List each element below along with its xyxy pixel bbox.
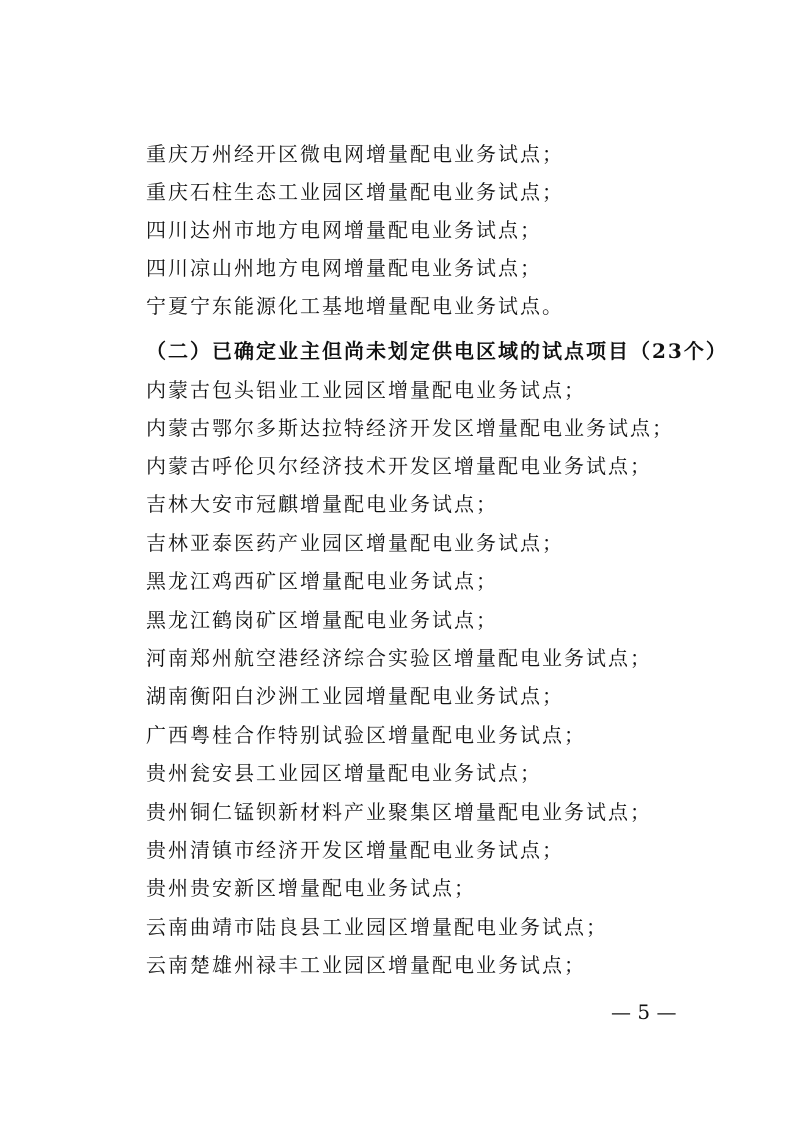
pilot-list-item: 内蒙古呼伦贝尔经济技术开发区增量配电业务试点； [146,454,652,478]
pilot-list-item: 湖南衡阳白沙洲工业园增量配电业务试点； [146,684,564,708]
pilot-list-item: 四川达州市地方电网增量配电业务试点； [146,218,542,242]
pilot-list-item: 宁夏宁东能源化工基地增量配电业务试点。 [146,294,564,318]
page-number: — 5 — [611,1000,677,1024]
pilot-list-item: 四川凉山州地方电网增量配电业务试点； [146,256,542,280]
pilot-list-item: 黑龙江鸡西矿区增量配电业务试点； [146,569,498,593]
pilot-list-item: 黑龙江鹤岗矿区增量配电业务试点； [146,608,498,632]
pilot-list-item: 重庆石柱生态工业园区增量配电业务试点； [146,180,564,204]
pilot-list-item: 贵州瓮安县工业园区增量配电业务试点； [146,761,542,785]
section-heading: （二）已确定业主但尚未划定供电区域的试点项目（23个） [146,339,728,363]
pilot-list-item: 内蒙古鄂尔多斯达拉特经济开发区增量配电业务试点； [146,416,674,440]
pilot-list-item: 吉林亚泰医药产业园区增量配电业务试点； [146,531,564,555]
pilot-list-item: 贵州铜仁锰钡新材料产业聚集区增量配电业务试点； [146,800,652,824]
pilot-list-item: 吉林大安市冠麒增量配电业务试点； [146,492,498,516]
pilot-list-item: 重庆万州经开区微电网增量配电业务试点； [146,142,564,166]
pilot-list-item: 云南曲靖市陆良县工业园区增量配电业务试点； [146,915,608,939]
pilot-list-item: 广西粤桂合作特别试验区增量配电业务试点； [146,723,586,747]
pilot-list-item: 贵州贵安新区增量配电业务试点； [146,876,476,900]
pilot-list-item: 河南郑州航空港经济综合实验区增量配电业务试点； [146,646,652,670]
pilot-list-item: 云南楚雄州禄丰工业园区增量配电业务试点； [146,953,586,977]
pilot-list-item: 内蒙古包头铝业工业园区增量配电业务试点； [146,378,586,402]
pilot-list-item: 贵州清镇市经济开发区增量配电业务试点； [146,838,564,862]
